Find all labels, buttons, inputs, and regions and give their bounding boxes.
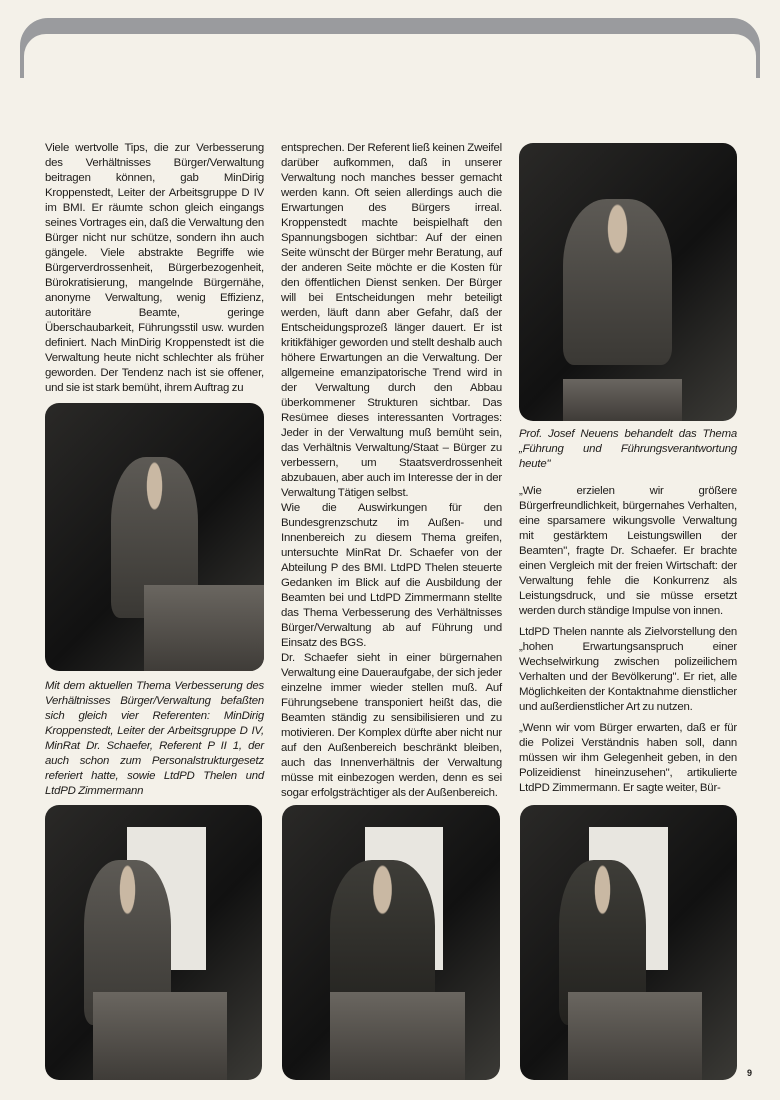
photo-caption-neuens: Prof. Josef Neuens behandelt das Thema „Führung und Führungsverantwortung heute" [519, 428, 737, 470]
page-number: 9 [746, 1068, 752, 1078]
photo-neuens [519, 143, 737, 421]
podium [563, 379, 683, 421]
header-band-inner [24, 34, 756, 84]
podium [568, 992, 703, 1080]
article-paragraph: LtdPD Thelen nannte als Zielvorstellung den „hohen Erwartungsanspruch einer Wechselwirkung zwischen polizeilichem Verhalten und der Bevölkerung". Er riet, alle Möglichkeiten der Kontaktnahme dienstlicher und außerdienstlicher Art zu nutzen. [519, 626, 737, 713]
photo-kroppenstedt [45, 403, 264, 671]
article-paragraph: Viele wertvolle Tips, die zur Verbesserung des Verhältnisses Bürger/Verwaltung beitragen können, gab MinDirig Kroppenstedt, Leiter der Arbeitsgruppe D IV im BMI. Er räumte schon gleich eingangs seines Vortrages ein, daß die Verwaltung den Bürger nicht nur schütze, sondern ihn auch gängele. Viele abstrakte Begriffe wie Bürgerverdrossenheit, Bürgerbezogenheit, Bürokratisierung, mangelnde Bürgernähe, anonyme Verwaltung, wenig Effizienz, autoritäre Beamte, geringe Überschaubarkeit, Führungsstil usw. wurden definiert. Nach MinDirig Kroppenstedt ist die Verwaltung heute nicht schlechter als früher geworden. Der Tendenz nach ist sie offener, und sie ist stark bemüht, ihrem Auftrag zu [45, 142, 264, 394]
article-paragraph: Dr. Schaefer sieht in einer bürgernahen Verwaltung eine Daueraufgabe, der sich jeder einzelne immer wieder stellen muß. Auf Führungsebene transponiert heißt das, die Beamten ständig zu sensibilisieren und zu motivieren. Der Komplex dürfte aber nicht nur auf den Außenbereich beschränkt bleiben, auch das Innenverhältnis der Verwaltung müsse mit einbezogen werden, denn es sei sogar erfolgsträchtiger als der Außenbereich. [281, 652, 502, 799]
bottom-photo-row [45, 805, 737, 1080]
article-paragraph: Wie die Auswirkungen für den Bundesgrenzschutz im Außen- und Innenbereich zu diesem Thema greifen, untersuchte MinRat Dr. Schaefer von der Abteilung P des BMI. LtdPD Thelen steuerte Gedanken im Blick auf die Ausbildung der Beamten bei und LtdPD Zimmermann stellte das Thema Verbesserung des Verhältnisses Bürger/Verwaltung ab auf Führung und Einsatz des BGS. [281, 502, 502, 649]
podium [144, 585, 264, 671]
text-area [45, 141, 737, 799]
column-3 [519, 141, 737, 799]
photo-speaker-bottom-right [520, 805, 737, 1080]
column-1 [45, 141, 264, 799]
page-body [45, 141, 737, 1080]
speaker-figure [563, 199, 672, 366]
article-paragraph: entsprechen. Der Referent ließ keinen Zweifel darüber aufkommen, daß in unserer Verwaltung noch manches besser gemacht werden kann. Oft seien allerdings auch die Erwartungen des Bürgers irreal. Kroppenstedt machte beispielhaft den Spannungsbogen sichtbar: Auf der einen Seite wünscht der Bürger mehr Beratung, auf der anderen Seite möchte er die Kosten für den öffentlichen Dienst senken. Der Bürger will bei Entscheidungen mehr beteiligt werden, läuft dann aber Gefahr, daß der Entscheidungsprozeß länger dauert. Er ist kritikfähiger geworden und stellt deshalb auch höhere Erwartungen an die Verwaltung. Der allgemeine emanzipatorische Trend wird in der Verwaltung durch den Abbau überkommener Strukturen sichtbar. Das Resümee dieses interessanten Vortrages: Jeder in der Verwaltung muß bemüht sein, das Verhältnis Verwaltung/Staat – Bürger zu verbessern, um Staatsverdrossenheit abzubauen, aber auch im Interesse der in der Verwaltung Tätigen selbst. [281, 142, 502, 499]
article-paragraph: „Wie erzielen wir größere Bürgerfreundlichkeit, bürgernahes Verhalten, eine sparsamere wikungsvolle Verwaltung mit gestärktem Leistungswillen der Beamten", fragte Dr. Schaefer. Er brachte einen Vergleich mit der freien Wirtschaft: der Verwaltung fehle die Konkurrenz als Leistungsdruck, und sie müsse ersetzt werden durch ständige Impulse von innen. [519, 485, 737, 617]
caption-text: Mit dem aktuellen Thema Verbesserung des Verhältnisses Bürger/Verwaltung befaßten sich gleich vier Referenten: MinDirig Kroppenstedt, Leiter der Arbeitsgruppe D IV, MinRat Dr. Schaefer, Referent P II 1, der auch schon zum Personalstrukturgesetz referiert hatte, sowie LtdPD Thelen und LtdPD Zimmermann [45, 680, 264, 798]
podium [93, 992, 228, 1080]
column-2 [281, 141, 502, 799]
podium [330, 992, 465, 1080]
article-paragraph: „Wenn wir vom Bürger erwarten, daß er für die Polizei Verständnis haben soll, dann müssen wir ihm Gelegenheit geben, in den Polizeidienst hineinzusehen", artikulierte LtdPD Zimmermann. Er sagte weiter, Bür- [519, 722, 737, 794]
photo-speaker-bottom-left [45, 805, 262, 1080]
photo-speaker-bottom-center [282, 805, 500, 1080]
